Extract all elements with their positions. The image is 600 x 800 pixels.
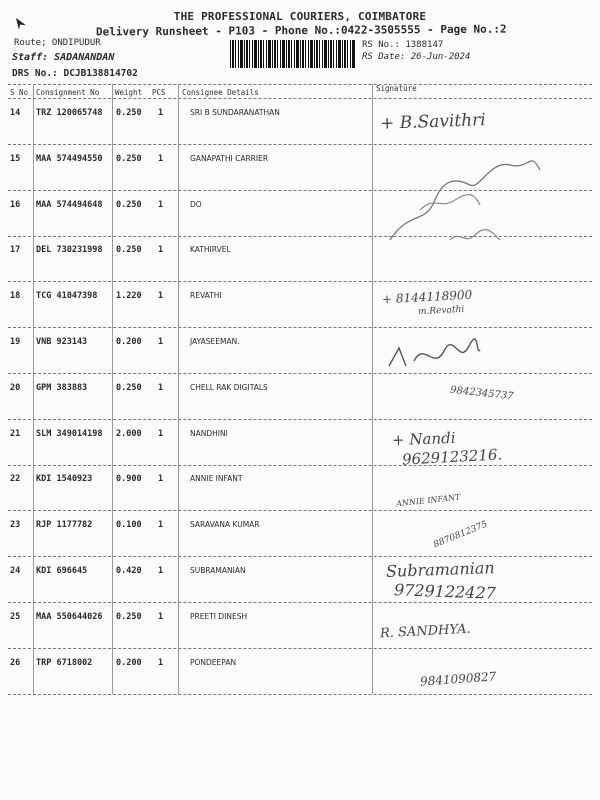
signature-row-20: 9842345737 xyxy=(449,384,515,403)
weight-value: 0.900 xyxy=(116,474,142,485)
consignee-name: SRI B SUNDARANATHAN xyxy=(190,108,280,117)
document-subtitle: Delivery Runsheet - P103 - Phone No.:0422-3505555 - Page No.:2 xyxy=(95,22,507,39)
serial-number: 19 xyxy=(10,337,21,347)
pieces-count: 1 xyxy=(158,382,164,393)
pieces-count: 1 xyxy=(158,474,164,485)
table-row xyxy=(0,520,600,566)
signature-row-23: 8870812375 xyxy=(432,519,490,551)
serial-number: 15 xyxy=(10,153,21,164)
consignee-name: DO xyxy=(190,199,202,209)
row-divider xyxy=(8,419,592,420)
table-row xyxy=(0,474,600,520)
row-divider xyxy=(8,602,592,603)
consignment-number: TRP 6718002 xyxy=(36,657,93,668)
signature-row-24-name: Subramanian xyxy=(385,558,495,581)
weight-value: 0.200 xyxy=(116,657,142,668)
consignee-name: SARAVANA KUMAR xyxy=(190,520,260,530)
signature-row-21-name: + Nandi xyxy=(391,428,456,450)
consignee-name: REVATHI xyxy=(190,291,222,301)
table-header-rule xyxy=(8,98,592,99)
rs-date: RS Date: 26-Jun-2024 xyxy=(362,52,471,62)
pieces-count: 1 xyxy=(158,108,164,118)
serial-number: 24 xyxy=(10,566,21,576)
consignment-number: GPM 383883 xyxy=(36,382,88,393)
document-title: THE PROFESSIONAL COURIERS, COIMBATORE xyxy=(173,10,427,23)
consignee-name: PREETI DINESH xyxy=(190,611,248,621)
table-row xyxy=(0,337,600,383)
serial-number: 22 xyxy=(10,474,21,485)
row-divider xyxy=(8,510,592,511)
table-row xyxy=(0,612,600,658)
staff-label: Staff: SADANANDAN xyxy=(12,52,115,63)
table-row xyxy=(0,291,600,337)
row-divider xyxy=(8,281,592,282)
consignee-name: NANDHINI xyxy=(190,428,228,438)
consignee-name: JAYASEEMAN. xyxy=(190,337,240,346)
weight-value: 0.250 xyxy=(116,153,142,164)
pieces-count: 1 xyxy=(158,428,164,439)
barcode xyxy=(230,40,356,68)
consignment-number: VNB 923143 xyxy=(36,337,88,347)
row-divider xyxy=(8,556,592,557)
signature-row-14: + B.Savithri xyxy=(379,110,487,134)
table-row xyxy=(0,429,600,475)
consignment-number: DEL 730231998 xyxy=(36,245,103,256)
pieces-count: 1 xyxy=(158,199,164,210)
weight-value: 0.420 xyxy=(116,566,142,576)
rs-number: RS No.: 1388147 xyxy=(362,40,444,50)
pieces-count: 1 xyxy=(158,291,164,302)
pieces-count: 1 xyxy=(158,337,164,347)
weight-value: 0.250 xyxy=(116,611,142,622)
column-header-pcs: PCS xyxy=(152,88,166,97)
signature-scrawl-15-17 xyxy=(380,140,550,250)
serial-number: 16 xyxy=(10,199,21,210)
serial-number: 21 xyxy=(10,428,21,439)
table-row xyxy=(0,383,600,429)
consignment-number: TCG 41047398 xyxy=(36,291,98,302)
pieces-count: 1 xyxy=(158,657,164,668)
weight-value: 1.220 xyxy=(116,291,142,302)
consignment-number: MAA 574494648 xyxy=(36,199,103,210)
serial-number: 25 xyxy=(10,611,21,622)
consignee-name: KATHIRVEL xyxy=(190,245,231,255)
consignee-name: CHELL RAK DIGITALS xyxy=(190,382,268,392)
column-header-sno: S No xyxy=(10,88,29,97)
weight-value: 0.250 xyxy=(116,199,142,210)
weight-value: 2.000 xyxy=(116,428,142,439)
row-divider xyxy=(8,373,592,374)
pieces-count: 1 xyxy=(158,520,164,531)
signature-row-24-phone: 9729122427 xyxy=(393,580,497,603)
consignment-number: KDI 1540923 xyxy=(36,474,93,485)
weight-value: 0.250 xyxy=(116,382,142,393)
row-divider xyxy=(8,465,592,466)
serial-number: 20 xyxy=(10,382,21,393)
signature-row-25: R. SANDHYA. xyxy=(379,621,471,642)
table-row xyxy=(0,658,600,704)
consignment-number: MAA 574494550 xyxy=(36,153,103,164)
weight-value: 0.100 xyxy=(116,520,142,531)
route-label: Route; ONDIPUDUR xyxy=(14,38,101,48)
row-divider xyxy=(8,327,592,328)
pieces-count: 1 xyxy=(158,611,164,622)
consignee-name: ANNIE INFANT xyxy=(190,474,243,484)
signature-row-18-phone: + 8144118900 xyxy=(381,287,473,307)
consignment-number: RJP 1177782 xyxy=(36,520,93,531)
serial-number: 23 xyxy=(10,520,21,531)
weight-value: 0.250 xyxy=(116,108,142,118)
table-row xyxy=(0,245,600,291)
serial-number: 14 xyxy=(10,108,21,118)
pieces-count: 1 xyxy=(158,245,164,256)
column-header-consignee: Consignee Details xyxy=(182,88,259,97)
consignment-number: MAA 550644026 xyxy=(36,611,103,622)
serial-number: 26 xyxy=(10,657,21,668)
column-header-consignment: Consignment No xyxy=(36,88,100,97)
consignment-number: TRZ 120065748 xyxy=(36,108,103,118)
serial-number: 18 xyxy=(10,291,21,302)
signature-row-21-phone: 9629123216. xyxy=(401,445,503,469)
row-divider xyxy=(8,648,592,649)
consignee-name: PONDEEPAN xyxy=(190,657,237,667)
signature-scrawl-19 xyxy=(384,336,484,376)
column-header-weight: Weight xyxy=(115,88,143,97)
consignment-number: SLM 349014198 xyxy=(36,428,103,439)
consignee-name: GANAPATHI CARRIER xyxy=(190,153,269,163)
pieces-count: 1 xyxy=(158,566,164,576)
signature-row-26: 9841090827 xyxy=(419,669,497,689)
column-header-signature: Signature xyxy=(376,84,417,93)
signature-row-18-name: m.Revathi xyxy=(417,304,465,318)
row-divider xyxy=(8,694,592,695)
consignee-name: SUBRAMANIAN xyxy=(190,566,246,575)
table-row xyxy=(0,566,600,612)
consignment-number: KDI 696645 xyxy=(36,566,88,576)
drs-number: DRS No.: DCJB138814702 xyxy=(12,68,138,79)
weight-value: 0.200 xyxy=(116,337,142,347)
serial-number: 17 xyxy=(10,245,21,256)
weight-value: 0.250 xyxy=(116,245,142,256)
pieces-count: 1 xyxy=(158,153,164,164)
table-top-rule xyxy=(8,84,592,85)
signature-row-22: ANNIE INFANT xyxy=(395,492,461,509)
